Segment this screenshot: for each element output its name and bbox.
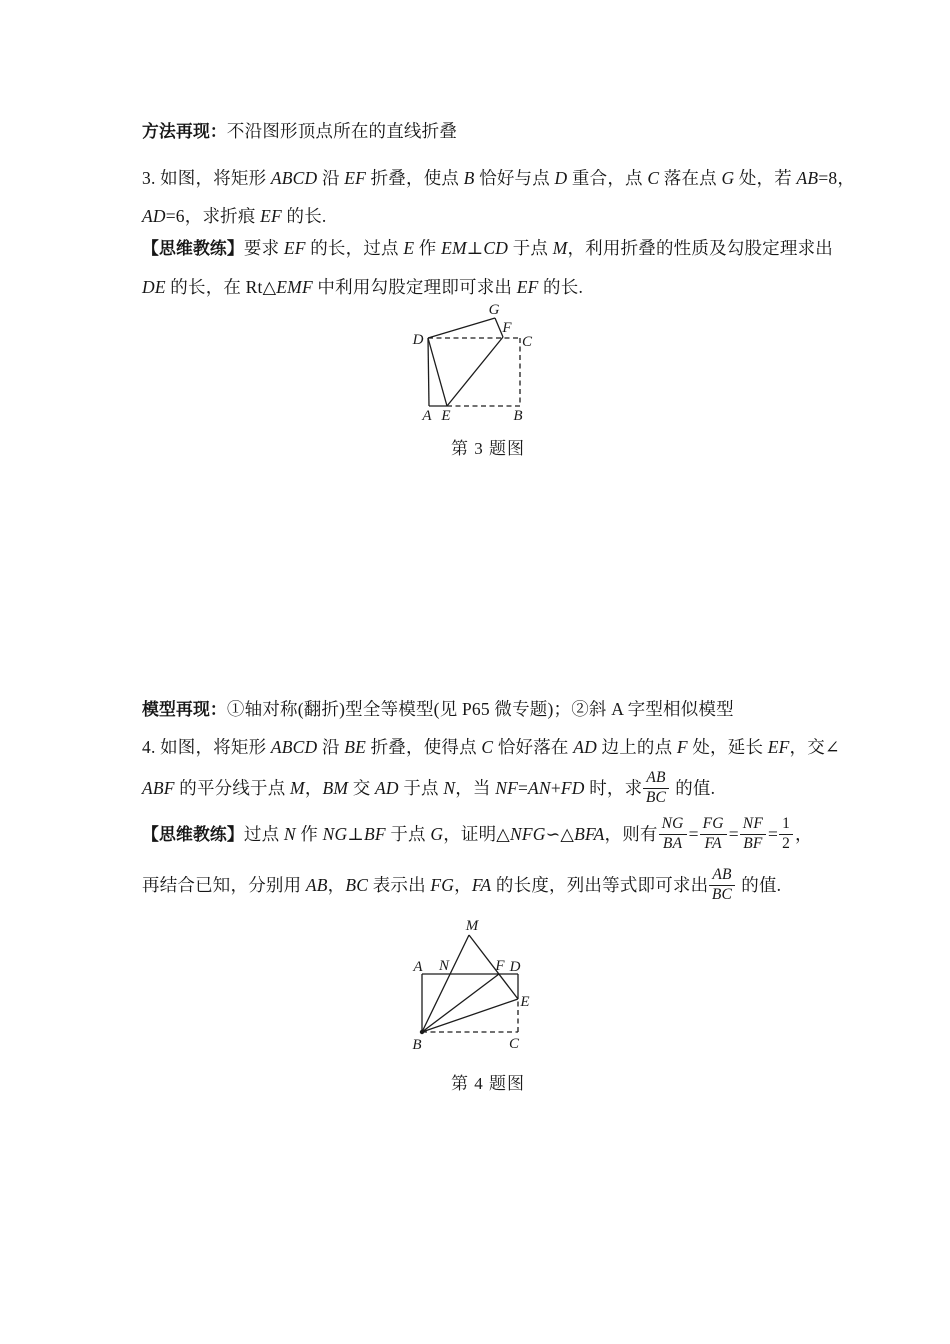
problem-4-statement-line-1: 4. 如图，将矩形 ABCD 沿 BE 折叠，使得点 C 恰好落在 AD 边上的点 F 处，延长 EF，交∠ xyxy=(142,737,840,757)
fig3-label-B: B xyxy=(513,408,523,424)
fig4-label-A: A xyxy=(413,959,423,975)
figure-4-svg xyxy=(400,915,565,1057)
figure-4-caption: 第 4 题图 xyxy=(451,1074,525,1093)
problem-4-statement-line-2: ABF 的平分线于点 M，BM 交 AD 于点 N，当 NF=AN+FD 时，求 $\frac{AB}{BC}$ 的值. xyxy=(142,769,716,806)
fig4-ray-BM xyxy=(422,935,469,1032)
fig3-edge-AD xyxy=(428,338,429,406)
fig4-crease-BE xyxy=(422,999,518,1032)
fig3-solid-fold-lines xyxy=(428,318,503,406)
figure-3-diagram xyxy=(400,298,565,428)
problem-3-hint-line-2: DE 的长，在 Rt△EMF 中利用勾股定理即可求出 EF 的长. xyxy=(142,277,584,297)
problem-3-statement-line-1: 3. 如图，将矩形 ABCD 沿 EF 折叠，使点 B 恰好与点 D 重合，点 C 落在点 G 处，若 AB=8， xyxy=(142,168,856,188)
fig4-label-C: C xyxy=(508,1036,520,1052)
fig3-crease-EF xyxy=(447,337,503,406)
problem-3-hint-line-1: 【思维教练】要求 EF 的长，过点 E 作 EM⊥CD 于点 M，利用折叠的性质及勾股定理求出 xyxy=(142,238,833,258)
figure-3-svg xyxy=(400,298,565,428)
fig3-label-A: A xyxy=(422,408,432,424)
problem-4-hint-line-1: 【思维教练】过点 N 作 NG⊥BF 于点 G，证明△NFG∽△BFA，则有 $\frac{NG}{BA}$ = $\frac{FG}{FA}$ = $\frac{NF}{BF}$ = $\frac{1}{2}$ ， xyxy=(142,815,813,852)
problem-4-hint-line-2: 再结合已知，分别用 AB，BC 表示出 FG，FA 的长度，列出等式即可求出 $\frac{AB}{BC}$ 的值. xyxy=(142,866,782,903)
method-recall-heading: 方法再现：不沿图形顶点所在的直线折叠 xyxy=(142,121,458,141)
model-recall-heading: 模型再现：①轴对称(翻折)型全等模型(见 P65 微专题)；②斜 A 字型相似模型 xyxy=(142,699,734,719)
fig4-label-B: B xyxy=(412,1037,422,1053)
fig3-label-E: E xyxy=(441,408,451,424)
fig3-label-F: F xyxy=(502,320,512,336)
fig4-solid-lines xyxy=(422,935,518,1032)
fig4-label-N: N xyxy=(438,958,450,974)
problem-3-statement-line-2: AD=6，求折痕 EF 的长. xyxy=(142,206,327,226)
fig3-label-D: D xyxy=(412,332,424,348)
fig3-segment-DE xyxy=(428,338,447,406)
fig3-label-C: C xyxy=(521,334,533,350)
fig4-label-D: D xyxy=(509,959,521,975)
fig4-segment-BF xyxy=(422,974,499,1032)
fig4-point-B-dot xyxy=(420,1030,424,1034)
fig3-label-G: G xyxy=(488,302,500,318)
figure-4-diagram xyxy=(400,915,565,1057)
fig3-segment-GD xyxy=(428,318,495,338)
fig4-label-M: M xyxy=(465,918,479,934)
fig4-label-F: F xyxy=(495,958,505,974)
fig4-label-E: E xyxy=(520,994,530,1010)
figure-3-caption: 第 3 题图 xyxy=(451,439,525,458)
